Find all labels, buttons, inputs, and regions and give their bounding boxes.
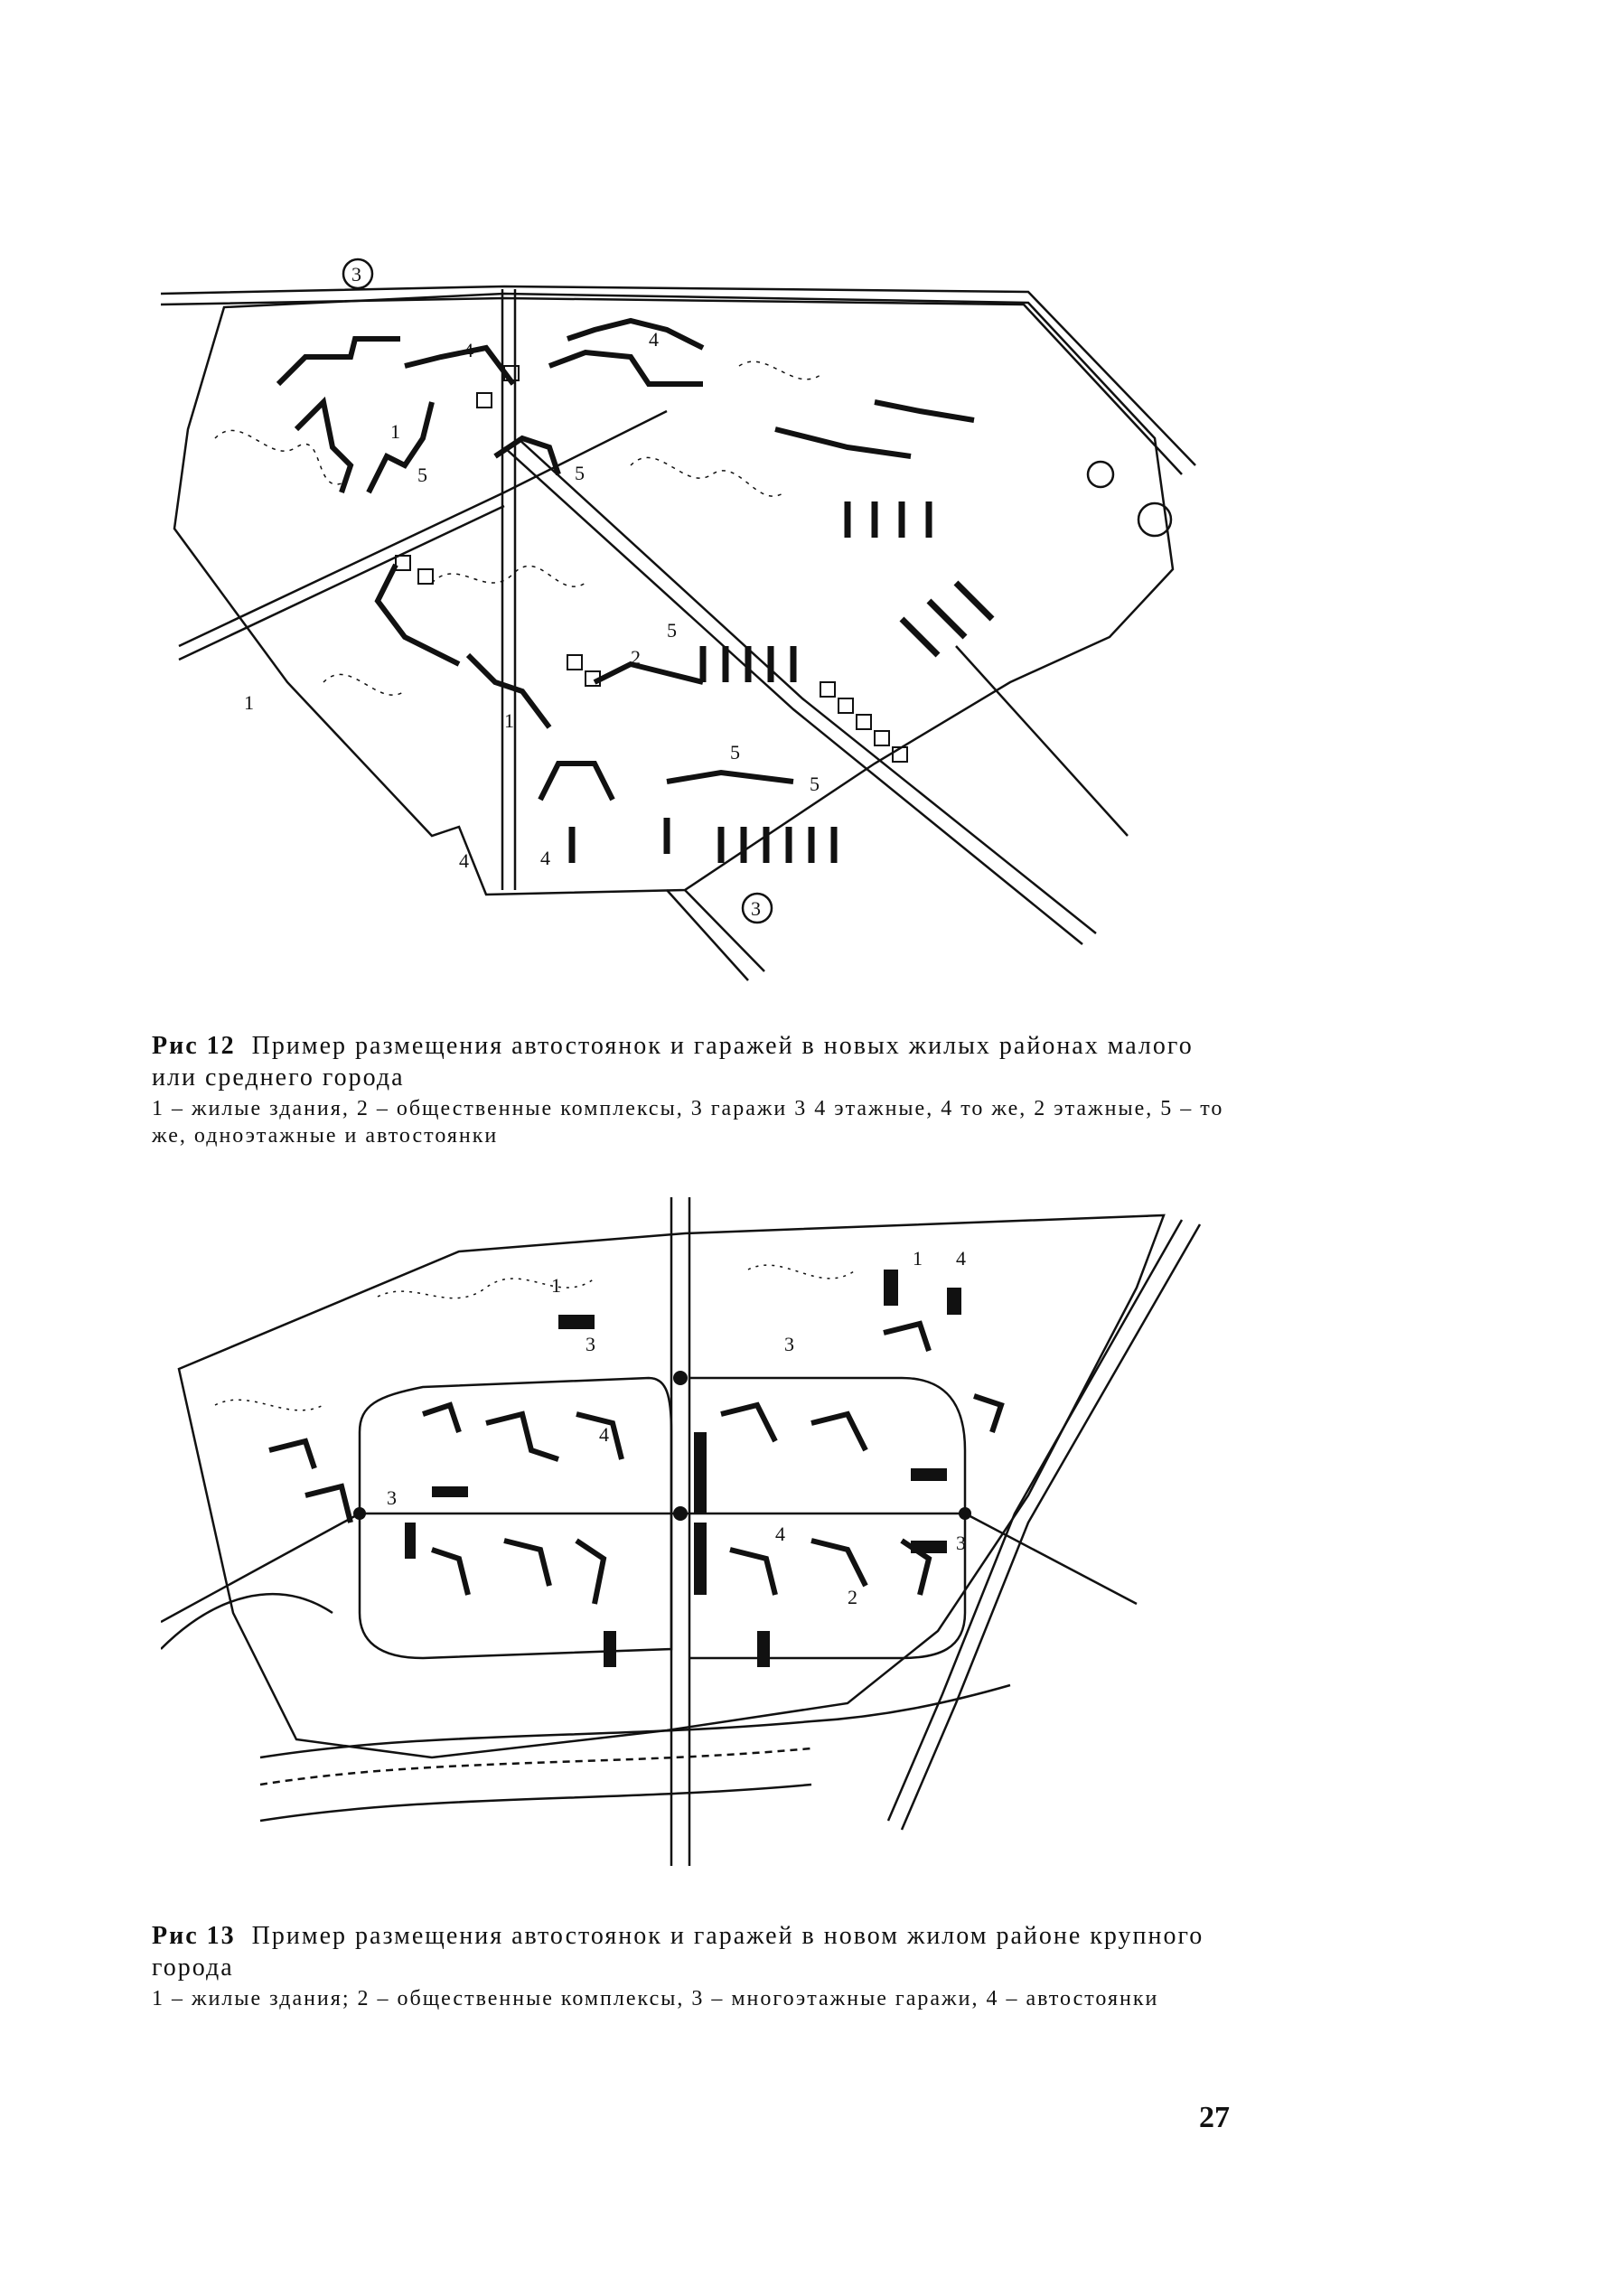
svg-text:5: 5 xyxy=(417,464,427,486)
svg-text:4: 4 xyxy=(459,849,469,872)
svg-text:5: 5 xyxy=(575,462,585,484)
svg-text:3: 3 xyxy=(956,1532,966,1554)
svg-text:4: 4 xyxy=(540,847,550,869)
svg-text:4: 4 xyxy=(599,1423,609,1446)
intersection-node xyxy=(673,1371,688,1385)
figure-12-legend: 1 – жилые здания, 2 – общественные комплексы, 3 гаражи 3 4 этажные, 4 то же, 2 этажные, 5 – то же, одноэтажные и автостоянки xyxy=(152,1097,1224,1148)
building-block xyxy=(423,1405,459,1432)
svg-text:3: 3 xyxy=(387,1486,397,1509)
figure-12-site-plan xyxy=(161,258,1209,1026)
svg-text:4: 4 xyxy=(775,1523,785,1545)
figure-13-caption xyxy=(152,1920,1227,2012)
figure-13-title: Пример размещения автостоянок и гаражей в новом жилом районе крупного города xyxy=(152,1922,1204,1982)
building-strip xyxy=(278,339,400,384)
svg-text:2: 2 xyxy=(631,646,641,669)
figure-13-site-plan xyxy=(161,1197,1227,1866)
svg-text:4: 4 xyxy=(464,339,473,361)
svg-text:1: 1 xyxy=(244,691,254,714)
figure-13-number: Рис 13 xyxy=(152,1922,236,1950)
figure-12-caption xyxy=(152,1030,1227,1149)
page-number: 27 xyxy=(1199,2101,1230,2134)
diagonal-road xyxy=(504,447,1082,944)
svg-text:5: 5 xyxy=(730,741,740,764)
svg-text:2: 2 xyxy=(848,1586,857,1608)
svg-text:3: 3 xyxy=(586,1333,595,1355)
svg-text:3: 3 xyxy=(784,1333,794,1355)
svg-text:4: 4 xyxy=(649,328,659,351)
svg-text:5: 5 xyxy=(667,619,677,642)
figure-13-legend: 1 – жилые здания; 2 – общественные комплексы, 3 – многоэтажные гаражи, 4 – автостоянки xyxy=(152,1987,1159,2010)
river-bank xyxy=(260,1685,1010,1757)
svg-text:1: 1 xyxy=(551,1274,561,1297)
svg-text:5: 5 xyxy=(810,773,820,795)
figure-12-number: Рис 12 xyxy=(152,1032,236,1060)
multistorey-garage xyxy=(694,1432,707,1513)
svg-text:3: 3 xyxy=(751,897,761,920)
svg-text:1: 1 xyxy=(504,709,514,732)
svg-text:1: 1 xyxy=(913,1247,923,1270)
east-highway xyxy=(902,1224,1200,1830)
svg-text:1: 1 xyxy=(390,420,400,443)
ring-road-west xyxy=(360,1378,671,1658)
figure-12-title: Пример размещения автостоянок и гаражей в новых жилых районах малого или среднего города xyxy=(152,1032,1194,1092)
fig12-label-3: 3 xyxy=(351,263,361,286)
arterial-road xyxy=(161,286,1195,465)
svg-text:4: 4 xyxy=(956,1247,966,1270)
